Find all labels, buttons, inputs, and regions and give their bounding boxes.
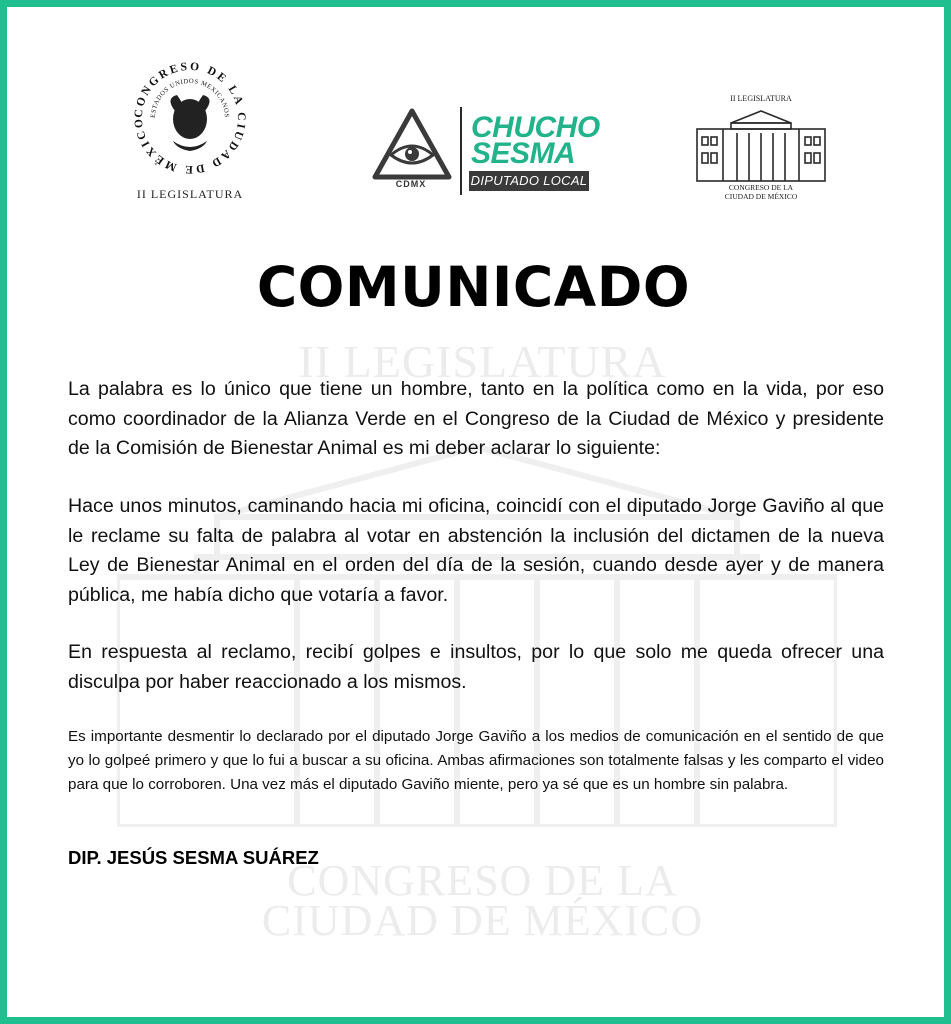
building-logo-line2: CIUDAD DE MÉXICO <box>724 192 798 201</box>
congress-seal-logo <box>125 53 255 203</box>
logo-name-line2: SESMA <box>471 137 576 170</box>
seal-caption: II LEGISLATURA <box>136 187 244 201</box>
cdmx-label: CDMX <box>395 179 427 189</box>
eagle-emblem-icon <box>170 95 209 151</box>
signature: DIP. JESÚS SESMA SUÁREZ <box>68 847 319 868</box>
building-logo-top-text: II LEGISLATURA <box>730 94 792 103</box>
legislatura-building-logo <box>693 91 829 203</box>
building-icon <box>693 105 829 185</box>
logo-name-line1: CHUCHO <box>471 111 600 144</box>
page-title: COMUNICADO <box>256 255 691 319</box>
paragraph-3: En respuesta al reclamo, recibí golpes e insultos, por lo que solo me queda ofrecer una disculpa por haber reaccionado a los mismos. <box>68 641 884 693</box>
seal-inner-text: ESTADOS UNIDOS MEXICANOS <box>149 77 231 119</box>
building-logo-line1: CONGRESO DE LA <box>728 183 794 192</box>
logo-divider <box>460 107 462 195</box>
paragraph-2: Hace unos minutos, caminando hacia mi oficina, coincidí con el diputado Jorge Gaviño al que le reclame su falta de palabra al votar en abstención la inclusión del dictamen de la nueva Ley de Bienestar Animal en el orden del día de la sesión, cuando desde ayer y de manera pública, me había dicho que votaría a favor. <box>68 495 884 606</box>
seal-outer-text: CONGRESO DE LA CIUDAD DE MÉXICO <box>132 60 248 176</box>
watermark-congreso: CONGRESO DE LA <box>287 856 678 905</box>
building-logo-bottom-text <box>693 183 829 201</box>
eye-triangle-icon <box>371 107 453 187</box>
seal-icon <box>125 53 255 183</box>
watermark-ciudad: CIUDAD DE MÉXICO <box>261 896 704 945</box>
diputado-local-badge: DIPUTADO LOCAL <box>469 171 589 191</box>
paragraph-1: La palabra es lo único que tiene un hombre, tanto en la política como en la vida, por eso como coordinador de la Alianza Verde en el Congreso de la Ciudad de México y presidente de la Comisión de Bienestar Animal es mi deber aclarar lo siguiente: <box>68 378 884 459</box>
watermark-legislatura: II LEGISLATURA <box>298 336 667 387</box>
paragraph-4: Es importante desmentir lo declarado por el diputado Jorge Gaviño a los medios de comunicación en el sentido de que yo lo golpeé primero y que lo fui a buscar a su oficina. Ambas afirmaciones son totalmente falsas y les comparto el video para que lo corroboren. Una vez más el diputado Gaviño miente, pero ya sé que es un hombre sin palabra. <box>68 728 884 794</box>
chucho-sesma-logo <box>371 105 600 197</box>
